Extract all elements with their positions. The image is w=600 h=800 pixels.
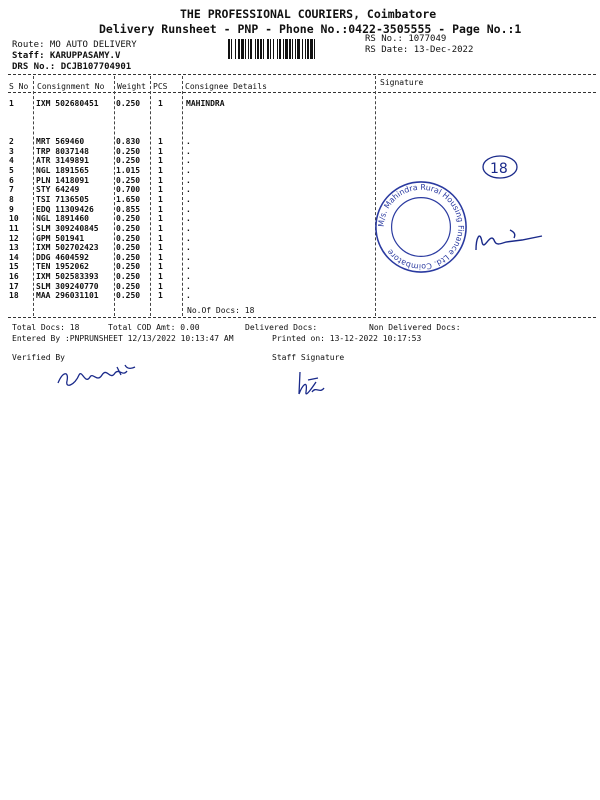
row-consignment: SLM 309240770: [36, 281, 99, 291]
row-consignment: TEN 1952062: [36, 262, 89, 272]
company-stamp: [372, 178, 470, 276]
row-pcs: 1: [158, 243, 163, 253]
total-cod: Total COD Amt: 0.00: [108, 323, 200, 332]
row-consignee: .: [186, 272, 191, 282]
staff-signature: [292, 368, 328, 400]
company-title: THE PROFESSIONAL COURIERS, Coimbatore: [180, 7, 437, 21]
row-sno: 18: [9, 291, 19, 301]
row-consignment: MRT 569460: [36, 137, 85, 146]
footer-top-rule: [8, 317, 596, 318]
row-weight: 0.250: [116, 291, 141, 301]
header-top-rule: [8, 74, 596, 75]
table-row: [9, 214, 379, 223]
stamp-text: M/s. Mahindra Rural Housing Finance Ltd. Coimbatore: [376, 182, 466, 272]
row-sno: 3: [9, 146, 14, 156]
row-consignee: .: [186, 204, 191, 214]
row-consignee: .: [186, 214, 191, 224]
runsheet-subtitle: Delivery Runsheet - PNP - Phone No.:0422-3505555 - Page No.:1: [99, 22, 522, 36]
table-row: [9, 156, 379, 165]
row-weight: 0.250: [116, 223, 141, 233]
row-weight: 0.250: [116, 99, 141, 108]
row-consignee: .: [186, 233, 191, 243]
row-sno: 1: [9, 99, 14, 108]
row-weight: 0.250: [116, 272, 141, 282]
row-sno: 13: [9, 243, 19, 253]
row-pcs: 1: [158, 175, 163, 185]
row-weight: 0.250: [116, 252, 141, 262]
delivered-docs: Delivered Docs:: [245, 323, 318, 332]
staff-signature-label: Staff Signature: [272, 353, 345, 362]
row-pcs: 1: [158, 185, 163, 195]
row-consignment: IXM 502680451: [36, 99, 99, 108]
receiver-signature: [470, 224, 550, 256]
row-consignee: .: [186, 223, 191, 233]
row-consignment: GPM 501941: [36, 233, 85, 243]
row-pcs: 1: [158, 194, 163, 204]
row-weight: 0.250: [116, 243, 141, 253]
row-sno: 16: [9, 272, 19, 282]
row-weight: 0.250: [116, 146, 141, 156]
table-row: [9, 147, 379, 156]
row-weight: 0.700: [116, 185, 141, 195]
row-sno: 8: [9, 194, 14, 204]
row-pcs: 1: [158, 262, 163, 272]
printed-on: Printed on: 13-12-2022 10:17:53: [272, 334, 422, 343]
row-pcs: 1: [158, 146, 163, 156]
row-consignment: ATR 3149891: [36, 156, 89, 166]
table-row: [9, 195, 379, 204]
barcode-bar: [315, 39, 317, 59]
row-consignee: .: [186, 281, 191, 291]
row-consignee: .: [186, 146, 191, 156]
row-consignee: .: [186, 291, 191, 301]
row-consignment: IXM 502702423: [36, 243, 99, 253]
row-pcs: 1: [158, 156, 163, 166]
table-row: [9, 205, 379, 214]
drs-number: DRS No.: DCJB107704901: [12, 62, 132, 72]
row-consignment: DDG 4604592: [36, 252, 89, 262]
row-consignee: .: [186, 175, 191, 185]
row-pcs: 1: [158, 137, 163, 146]
row-sno: 10: [9, 214, 19, 224]
row-consignment: TSI 7136505: [36, 194, 89, 204]
table-row: [9, 137, 379, 146]
svg-text:M/s. Mahindra Rural Housing Fi: [377, 183, 466, 272]
row-weight: 0.855: [116, 204, 141, 214]
table-row: [9, 272, 379, 281]
row-weight: 0.250: [116, 214, 141, 224]
row-weight: 0.830: [116, 137, 141, 146]
col-pcs: PCS: [153, 82, 168, 91]
no-of-docs: No.Of Docs: 18: [187, 306, 255, 315]
circled-annotation-text: 18: [490, 161, 508, 177]
row-consignment: TRP 8037148: [36, 146, 89, 156]
row-consignee: MAHINDRA: [186, 99, 225, 108]
row-pcs: 1: [158, 291, 163, 301]
row-sno: 7: [9, 185, 14, 195]
table-row: [9, 262, 379, 271]
row-pcs: 1: [158, 281, 163, 291]
row-pcs: 1: [158, 214, 163, 224]
row-consignment: NGL 1891460: [36, 214, 89, 224]
table-row: [9, 234, 379, 243]
row-pcs: 1: [158, 99, 163, 108]
row-weight: 0.250: [116, 156, 141, 166]
row-weight: 0.250: [116, 175, 141, 185]
row-consignee: .: [186, 262, 191, 272]
row-pcs: 1: [158, 272, 163, 282]
col-sno: S No: [9, 82, 29, 91]
row-sno: 9: [9, 204, 14, 214]
table-row: [9, 224, 379, 233]
row-sno: 6: [9, 175, 14, 185]
row-consignee: .: [186, 194, 191, 204]
row-consignee: .: [186, 243, 191, 253]
row-pcs: 1: [158, 223, 163, 233]
table-row: [9, 291, 379, 300]
verified-by: Verified By: [12, 353, 65, 362]
row-pcs: 1: [158, 252, 163, 262]
rs-number: RS No.: 1077049: [365, 34, 447, 44]
col-consignee: Consignee Details: [185, 82, 267, 91]
rs-date: RS Date: 13-Dec-2022: [365, 45, 474, 55]
col-consignment: Consignment No: [37, 82, 105, 91]
row-pcs: 1: [158, 233, 163, 243]
row-consignment: EDQ 11309426: [36, 204, 94, 214]
row-weight: 0.250: [116, 262, 141, 272]
barcode: [228, 39, 356, 59]
table-row: [9, 99, 379, 108]
table-row: [9, 282, 379, 291]
row-consignee: .: [186, 252, 191, 262]
row-consignee: .: [186, 137, 191, 146]
route-label: Route: MO AUTO DELIVERY: [12, 40, 137, 50]
row-consignment: MAA 296031101: [36, 291, 99, 301]
table-row: [9, 176, 379, 185]
row-consignee: .: [186, 156, 191, 166]
row-sno: 12: [9, 233, 19, 243]
row-sno: 2: [9, 137, 14, 146]
table-row: [9, 243, 379, 252]
verified-signature: [55, 363, 140, 393]
circled-annotation: [478, 152, 522, 182]
row-consignment: SLM 309240845: [36, 223, 99, 233]
row-consignment: STY 64249: [36, 185, 80, 195]
row-sno: 4: [9, 156, 14, 166]
non-delivered-docs: Non Delivered Docs:: [369, 323, 461, 332]
total-docs: Total Docs: 18: [12, 323, 80, 332]
row-consignee: .: [186, 185, 191, 195]
col-signature: Signature: [380, 78, 424, 87]
row-consignment: PLN 1418091: [36, 175, 89, 185]
row-sno: 11: [9, 223, 19, 233]
table-row: [9, 185, 379, 194]
row-weight: 1.650: [116, 194, 141, 204]
row-consignment: NGL 1891565: [36, 165, 89, 175]
row-sno: 15: [9, 262, 19, 272]
row-sno: 14: [9, 252, 19, 262]
row-weight: 0.250: [116, 233, 141, 243]
entered-by: Entered By :PNPRUNSHEET 12/13/2022 10:13:47 AM: [12, 334, 234, 343]
header-bottom-rule: [8, 92, 596, 93]
table-row: [9, 166, 379, 175]
row-pcs: 1: [158, 204, 163, 214]
row-consignment: IXM 502583393: [36, 272, 99, 282]
table-row: [9, 253, 379, 262]
row-sno: 17: [9, 281, 19, 291]
staff-label: Staff: KARUPPASAMY.V: [12, 51, 121, 61]
row-pcs: 1: [158, 165, 163, 175]
row-weight: 0.250: [116, 281, 141, 291]
col-weight: Weight: [117, 82, 146, 91]
row-weight: 1.015: [116, 165, 141, 175]
row-sno: 5: [9, 165, 14, 175]
row-consignee: .: [186, 165, 191, 175]
